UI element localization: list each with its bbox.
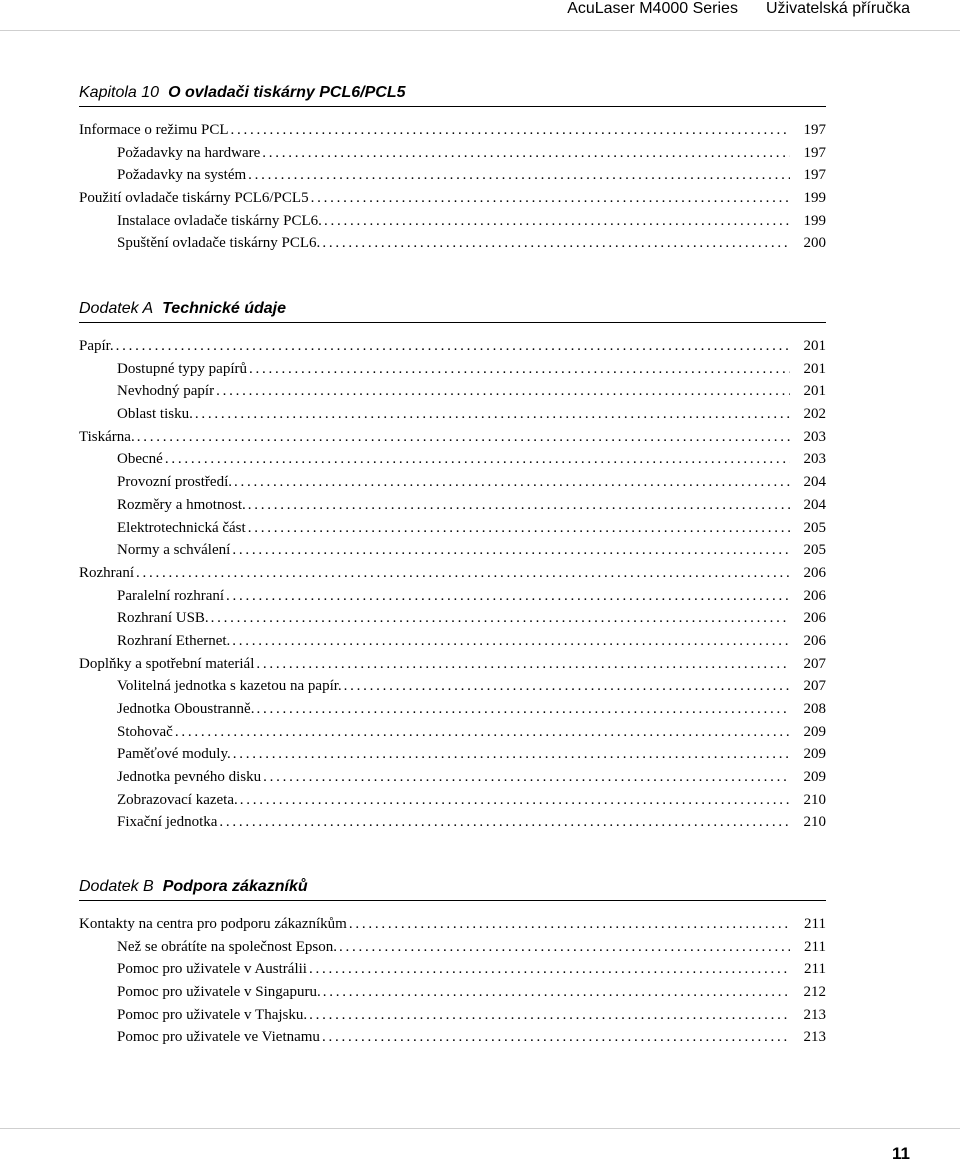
toc-entry-title: Elektrotechnická část	[117, 519, 246, 536]
toc-entry-page: 209	[803, 723, 826, 740]
dot-leader	[311, 187, 790, 210]
toc-entry[interactable]	[79, 471, 826, 494]
dot-leader	[240, 789, 790, 812]
toc-entry-page: 211	[804, 938, 826, 955]
toc-list	[79, 335, 826, 834]
toc-entry[interactable]	[79, 448, 826, 471]
toc-entry-page: 213	[803, 1029, 826, 1046]
toc-entry-page: 209	[803, 769, 826, 786]
toc-entry-page: 203	[803, 451, 826, 468]
toc-entry-page: 208	[803, 701, 826, 717]
footer-divider	[0, 1128, 960, 1129]
toc-entry-title: Paměťové moduly.	[117, 746, 231, 763]
dot-leader	[309, 1004, 790, 1027]
toc-entry-title: Pomoc pro uživatele ve Vietnamu	[117, 1029, 320, 1046]
toc-entry-page: 197	[803, 144, 826, 161]
toc-entry-title: Pomoc pro uživatele v Thajsku.	[117, 1006, 308, 1023]
toc-entry-title: Volitelná jednotka s kazetou na papír.	[117, 678, 342, 695]
toc-entry-page: 211	[804, 916, 826, 932]
dot-leader	[344, 675, 790, 698]
toc-entry[interactable]	[79, 494, 826, 517]
toc-entry-page: 199	[803, 190, 826, 207]
toc-entry-title: Zobrazovací kazeta.	[117, 791, 238, 808]
toc-entry-page: 205	[803, 542, 826, 559]
page-number: 11	[892, 1144, 910, 1163]
toc-entry-page: 205	[803, 519, 826, 536]
appendix-a-section	[79, 300, 826, 834]
chapter-title: O ovladači tiskárny PCL6/PCL5	[168, 84, 406, 101]
chapter-heading	[79, 878, 826, 901]
toc-entry[interactable]	[79, 335, 826, 358]
toc-entry[interactable]	[79, 743, 826, 766]
toc-entry-title: Požadavky na hardware	[117, 144, 261, 161]
toc-entry-page: 200	[803, 235, 826, 252]
toc-entry-title: Kontakty na centra pro podporu zákazníkům	[79, 916, 347, 932]
chapter-title: Podpora zákazníků	[162, 878, 308, 895]
toc-entry[interactable]	[79, 517, 826, 540]
dot-leader	[232, 539, 790, 562]
toc-entry-title: Doplňky a spotřební materiál	[79, 655, 255, 672]
toc-entry-title: Jednotka Oboustranně.	[117, 701, 255, 717]
guide-name: Uživatelská příručka	[765, 0, 910, 17]
toc-entry[interactable]	[79, 789, 826, 812]
dot-leader	[349, 913, 790, 936]
dot-leader	[232, 630, 790, 653]
toc-entry-title: Pomoc pro uživatele v Austrálii	[117, 961, 307, 978]
dot-leader	[324, 210, 790, 233]
toc-entry-page: 211	[804, 961, 826, 978]
toc-entry-page: 213	[803, 1006, 826, 1023]
toc-entry[interactable]	[79, 1004, 826, 1027]
toc-entry[interactable]	[79, 811, 826, 834]
page-header	[567, 0, 910, 18]
toc-list	[79, 913, 826, 1049]
toc-entry-title: Požadavky na systém	[117, 167, 247, 184]
toc-entry-page: 201	[803, 383, 826, 400]
toc-entry-page: 199	[803, 212, 826, 229]
toc-entry-page: 209	[803, 746, 826, 763]
chapter-heading	[79, 300, 826, 323]
dot-leader	[322, 1026, 790, 1049]
appendix-b-section	[79, 878, 826, 1049]
toc-entry[interactable]	[79, 585, 826, 608]
dot-leader	[226, 585, 790, 608]
toc-list	[79, 119, 826, 255]
toc-entry[interactable]	[79, 698, 826, 721]
dot-leader	[233, 743, 790, 766]
dot-leader	[219, 811, 790, 834]
dot-leader	[136, 562, 790, 585]
toc-entry-title: Rozměry a hmotnost.	[117, 496, 246, 513]
toc-entry[interactable]	[79, 653, 826, 676]
toc-entry-page: 207	[803, 655, 826, 672]
dot-leader	[231, 119, 790, 142]
toc-entry-title: Paralelní rozhraní	[117, 587, 225, 604]
dot-leader	[211, 607, 790, 630]
dot-leader	[263, 766, 790, 789]
toc-entry[interactable]	[79, 164, 826, 187]
toc-entry-page: 206	[803, 587, 826, 604]
toc-entry-page: 210	[803, 791, 826, 808]
toc-entry[interactable]	[79, 766, 826, 789]
toc-entry-title: Jednotka pevného disku	[117, 769, 262, 786]
toc-entry-page: 206	[803, 564, 826, 581]
dot-leader	[116, 335, 790, 358]
dot-leader	[323, 981, 790, 1004]
toc-entry-title: Rozhraní	[79, 564, 134, 581]
toc-entry-title: Rozhraní Ethernet.	[117, 632, 231, 649]
toc-entry[interactable]	[79, 675, 826, 698]
toc-entry[interactable]	[79, 187, 826, 210]
dot-leader	[165, 448, 790, 471]
toc-entry-page: 201	[803, 338, 826, 354]
toc-entry-title: Fixační jednotka	[117, 814, 218, 831]
toc-entry[interactable]	[79, 981, 826, 1004]
toc-entry-page: 207	[803, 678, 826, 695]
dot-leader	[175, 721, 790, 744]
dot-leader	[249, 358, 790, 381]
header-divider	[0, 30, 960, 31]
toc-entry-title: Použití ovladače tiskárny PCL6/PCL5	[79, 190, 309, 207]
toc-entry-page: 204	[803, 474, 826, 491]
toc-entry-title: Normy a schválení	[117, 542, 231, 559]
dot-leader	[322, 232, 790, 255]
toc-entry[interactable]	[79, 913, 826, 936]
toc-entry-page: 204	[803, 496, 826, 513]
toc-entry-title: Rozhraní USB.	[117, 610, 209, 627]
toc-entry-page: 197	[803, 167, 826, 184]
toc-entry[interactable]	[79, 936, 826, 959]
toc-entry-title: Oblast tisku.	[117, 406, 193, 423]
toc-entry-title: Obecné	[117, 451, 163, 468]
chapter-label: Kapitola 10	[79, 84, 160, 101]
dot-leader	[339, 936, 790, 959]
chapter-10-section	[79, 84, 826, 255]
toc-entry-page: 202	[803, 406, 826, 423]
toc-entry[interactable]	[79, 562, 826, 585]
toc-entry[interactable]	[79, 142, 826, 165]
chapter-heading	[79, 84, 826, 107]
toc-entry[interactable]	[79, 630, 826, 653]
toc-entry-page: 206	[803, 610, 826, 627]
toc-entry-page: 210	[803, 814, 826, 831]
toc-entry[interactable]	[79, 607, 826, 630]
toc-entry[interactable]	[79, 210, 826, 233]
toc-entry-title: Papír.	[79, 338, 114, 354]
toc-entry-page: 212	[803, 984, 826, 1001]
toc-entry-page: 197	[803, 122, 826, 138]
toc-entry-title: Než se obrátíte na společnost Epson.	[117, 938, 337, 955]
dot-leader	[234, 471, 790, 494]
toc-entry-title: Pomoc pro uživatele v Singapuru.	[117, 984, 321, 1001]
toc-entry[interactable]	[79, 1026, 826, 1049]
toc-entry-title: Spuštění ovladače tiskárny PCL6.	[117, 235, 321, 252]
toc-entry-title: Tiskárna.	[79, 428, 135, 445]
toc-entry[interactable]	[79, 721, 826, 744]
dot-leader	[309, 958, 790, 981]
toc-entry-title: Nevhodný papír	[117, 383, 215, 400]
toc-entry[interactable]	[79, 426, 826, 449]
chapter-title: Technické údaje	[162, 300, 287, 317]
toc-entry-title: Instalace ovladače tiskárny PCL6.	[117, 212, 322, 229]
toc-entry[interactable]	[79, 539, 826, 562]
toc-entry-page: 203	[803, 428, 826, 445]
dot-leader	[256, 698, 790, 721]
dot-leader	[195, 403, 790, 426]
dot-leader	[248, 164, 790, 187]
dot-leader	[216, 380, 790, 403]
dot-leader	[262, 142, 790, 165]
toc-entry[interactable]	[79, 958, 826, 981]
toc-entry[interactable]	[79, 403, 826, 426]
toc-entry[interactable]	[79, 119, 826, 142]
chapter-label: Dodatek A	[79, 300, 154, 317]
toc-entry-title: Provozní prostředí.	[117, 474, 232, 491]
toc-entry[interactable]	[79, 232, 826, 255]
toc-entry[interactable]	[79, 380, 826, 403]
product-name: AcuLaser M4000 Series	[567, 0, 738, 17]
dot-leader	[256, 653, 790, 676]
toc-entry[interactable]	[79, 358, 826, 381]
toc-entry-title: Informace o režimu PCL	[79, 122, 229, 138]
toc-entry-page: 206	[803, 632, 826, 649]
toc-entry-title: Dostupné typy papírů	[117, 360, 247, 377]
dot-leader	[248, 494, 790, 517]
dot-leader	[248, 517, 790, 540]
toc-entry-title: Stohovač	[117, 723, 173, 740]
chapter-label: Dodatek B	[79, 878, 154, 895]
dot-leader	[137, 426, 790, 449]
toc-entry-page: 201	[803, 360, 826, 377]
